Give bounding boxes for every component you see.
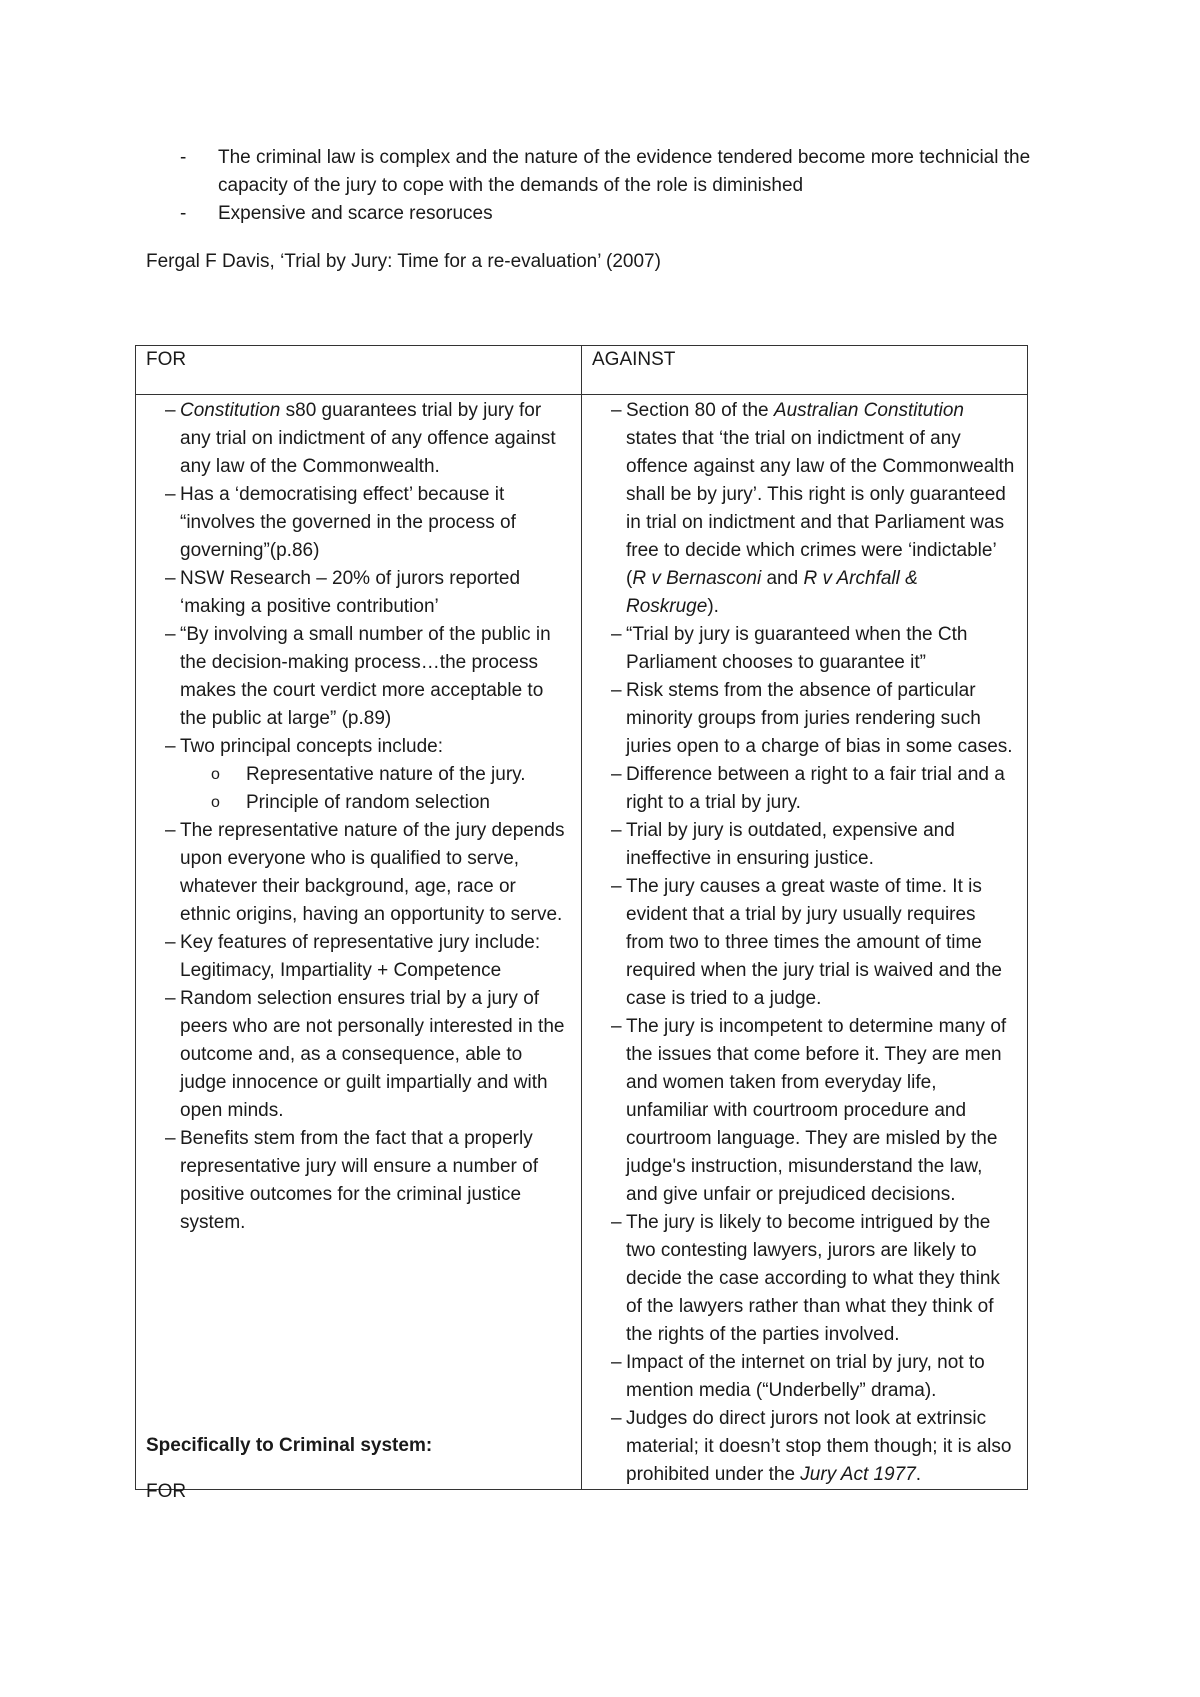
for-column [136, 395, 582, 1490]
section-for-label: FOR [146, 1481, 187, 1502]
list-item: – NSW Research – 20% of jurors reported ‘making a positive contribution’ [165, 568, 521, 617]
list-item: – Key features of representative jury include: Legitimacy, Impartiality + Competence [165, 932, 541, 981]
list-item: – The jury causes a great waste of time. It is evident that a trial by jury usually requires from two to three times the amount of time required when the jury trial is waived and the case is tried to a judge. [611, 876, 1002, 1009]
for-points-continued [136, 817, 581, 1237]
list-item: – The jury is incompetent to determine many of the issues that come before it. They are men and women taken from everyday life, unfamiliar with courtroom procedure and courtroom language. They are misled by the judge's instruction, misunderstand the law, and give unfair or prejudiced decisions. [611, 1016, 1007, 1205]
list-item: – Benefits stem from the fact that a properly representative jury will ensure a number of positive outcomes for the criminal justice system. [165, 1128, 539, 1233]
list-item: - Expensive and scarce resoruces [180, 203, 493, 224]
list-item: – “Trial by jury is guaranteed when the Cth Parliament chooses to guarantee it” [611, 624, 968, 673]
list-item: o Principle of random selection [211, 792, 490, 813]
list-item: – Constitution s80 guarantees trial by jury for any trial on indictment of any offence against any law of the Commonwealth. [165, 400, 556, 477]
against-column [582, 395, 1028, 1490]
list-item: – Has a ‘democratising effect’ because it “involves the governed in the process of governing”(p.86) [165, 484, 516, 561]
table-header-row [136, 346, 1028, 395]
list-item: o Representative nature of the jury. [211, 764, 526, 785]
list-item: – Section 80 of the Australian Constitution states that ‘the trial on indictment of any offence against any law of the Commonwealth shall be by jury’. This right is only guaranteed in trial on indictment and that Parliament was free to decide which crimes were ‘indictable’ (R v Bernasconi and R v Archfall & Roskruge). [611, 400, 1015, 617]
header-for: FOR [136, 346, 582, 395]
list-item: – Impact of the internet on trial by jury, not to mention media (“Underbelly” drama). [611, 1352, 985, 1401]
top-bullet-list [180, 144, 1060, 228]
for-against-table [135, 345, 1028, 1490]
list-item: - The criminal law is complex and the nature of the evidence tendered become more technicial the capacity of the jury to cope with the demands of the role is diminished [180, 147, 1031, 196]
list-item: – Two principal concepts include: [165, 736, 443, 757]
citation: Fergal F Davis, ‘Trial by Jury: Time for a re-evaluation’ (2007) [146, 251, 661, 272]
section-heading: Specifically to Criminal system: [146, 1435, 433, 1456]
list-item: – The representative nature of the jury depends upon everyone who is qualified to serve, whatever their background, age, race or ethnic origins, having an opportunity to serve. [165, 820, 565, 925]
header-against: AGAINST [582, 346, 1028, 395]
list-item: – Risk stems from the absence of particular minority groups from juries rendering such juries open to a charge of bias in some cases. [611, 680, 1013, 757]
against-points [582, 397, 1027, 1489]
list-item: – “By involving a small number of the public in the decision-making process…the process makes the court verdict more acceptable to the public at large” (p.89) [165, 624, 551, 729]
list-item: – Trial by jury is outdated, expensive and ineffective in ensuring justice. [611, 820, 955, 869]
for-points [136, 397, 581, 761]
list-item: – Difference between a right to a fair trial and a right to a trial by jury. [611, 764, 1005, 813]
principal-concepts-list [136, 761, 581, 817]
list-item: – The jury is likely to become intrigued by the two contesting lawyers, jurors are likely to decide the case according to what they think of the lawyers rather than what they think of the rights of the parties involved. [611, 1212, 1000, 1345]
table-row [136, 395, 1028, 1490]
list-item: – Judges do direct jurors not look at extrinsic material; it doesn’t stop them though; it is also prohibited under the Jury Act 1977. [611, 1408, 1012, 1485]
list-item: – Random selection ensures trial by a jury of peers who are not personally interested in the outcome and, as a consequence, able to judge innocence or guilt impartially and with open minds. [165, 988, 565, 1121]
